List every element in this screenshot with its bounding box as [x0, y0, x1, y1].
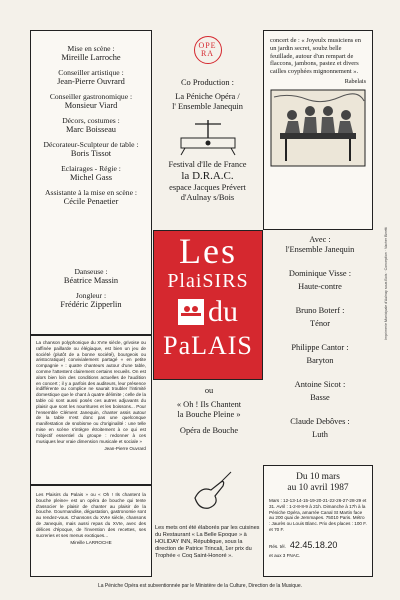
cast-member-role: Haute-contre [298, 282, 342, 291]
cast-member-role: Baryton [306, 356, 334, 365]
coproduction-peniche: La Péniche Opéra / [175, 92, 240, 101]
quote-author: Rabelais [344, 77, 366, 85]
credit-name: Boris Tissot [70, 149, 112, 158]
essay1-text: La chanson polyphonique du XVIe siècle, grivoise ou raffinée paillarde ou élégiaque, est bien un jeu de société (plutôt de a bonne société), bourgeois ou aristocratique) convivialement partagé « en petite compagnie » : quatre chanteurs autour d'une table, comme l'attestent clairement certains recueils. On est alors bien loin des conditions actuelles de l'audition en concert ; il y a parfois des auditeurs, leur présence indifférente ou complice ne saurait troubler l'intimité domestique que le chant à quatre délimite ; celle de la table où sont aussi posés ces autres adjuvants du plaisir que sont les nourritures et les boissons... Pour l'ensemble Clément Janequin, chanter assis autour de la table n'est donc pas une quelconque manifestation de snobisme ou d'originalité : une telle mise en scène s'intègre étroitement à ce qui est l'objectif essentiel du groupe : redonner à ces musiques leur vraie dimension musicale et sociale » [36, 340, 146, 444]
dates-panel [263, 465, 373, 577]
cast-member [266, 380, 374, 403]
subtitle-line1: « Oh ! Ils Chantent [176, 400, 242, 409]
title-line4: PaLAIS [163, 331, 253, 360]
title-line1: Les [179, 231, 237, 271]
coproduction-ensemble: l' Ensemble Janequin [172, 102, 243, 111]
dates-line2: au 10 avril 1987 [287, 483, 349, 493]
subtitle-ou: ou [204, 386, 214, 395]
cast-member [266, 269, 374, 292]
venue-line1: espace Jacques Prévert [169, 183, 246, 192]
dates-line1: Du 10 mars [296, 472, 340, 482]
essay2-panel [30, 485, 152, 577]
meals-block [155, 525, 265, 560]
cast-member-role: Basse [310, 393, 330, 402]
quote-open: concert de : « [270, 37, 305, 44]
cast-avec: Avec : [309, 235, 331, 244]
cast-member-role: Luth [312, 430, 328, 439]
cast-member-name: Antoine Sicot : [294, 380, 346, 389]
cast-member-name: Dominique Visse : [288, 269, 352, 278]
title-line2: PlaiSIRS [167, 270, 249, 292]
cast-ensemble: l'Ensemble Janequin [285, 245, 355, 254]
cast-member-name: Claude Debôves : [290, 417, 350, 426]
cast-member-name: Bruno Boterf : [295, 306, 345, 315]
cast-member-role: Ténor [310, 319, 330, 328]
production-block [155, 30, 260, 230]
credit-name: Marc Boisseau [65, 125, 116, 134]
quote-text-block [270, 37, 366, 76]
credit-name: Michel Gass [69, 173, 113, 182]
reservation-line [269, 535, 367, 553]
credit-role: Décors, costumes : [62, 116, 120, 125]
credit-name: Mireille Larroche [61, 53, 121, 62]
credit-name: Jean-Pierre Ouvrard [57, 77, 125, 86]
side-imprint: Imprimerie Municipale d'Aulnay sous Bois · Conception · Vacher Binetti [384, 226, 388, 340]
festival-label: Festival d'Ile de France [168, 160, 247, 169]
subtitle-block [155, 386, 263, 436]
essay-panel [30, 335, 152, 485]
dancer-role: Jongleur : [75, 291, 107, 300]
venue-line2: d'Aulnay s/Bois [180, 193, 235, 202]
drac-label: la D.R.A.C. [181, 170, 234, 182]
credits-list [31, 31, 151, 207]
credit-role: Eclairages - Régie : [61, 164, 121, 173]
cast-member [266, 343, 374, 366]
cast-member [266, 417, 374, 440]
cast-member [266, 306, 374, 329]
dancer-name: Frédéric Zipperlin [60, 300, 122, 309]
subtitle-line3: Opéra de Bouche [179, 426, 239, 435]
fnac-line: et aux 3 FNAC. [269, 552, 301, 558]
credit-name: Cécile Penaetier [63, 197, 119, 206]
press-illustration-icon [173, 118, 243, 156]
title-line3: du [208, 295, 238, 328]
cast-list [266, 269, 374, 440]
quote-panel [263, 30, 373, 230]
subtitle-line2: la Bouche Pleine » [177, 410, 241, 419]
quote-body: Joyeulx musiciens en un jardin secret, soubz belle feuillade, autour d'un rempart de flaccons, jambons, pastez et divers cailles coyphées mignonnement [270, 37, 361, 76]
credit-name: Monsieur Viard [64, 101, 118, 110]
dancer-name: Béatrice Massin [63, 276, 119, 285]
essay2-text: Les Plaisirs du Palais » ou « Oh ! Ils chantent la bouche pleine» est un opéra de bouche qui tente d'associer le plaisir de chanter au plaisir de la bouche. Gourmandise, dégustation, gastronomie sont au rendez-vous. Chansons du XVIe siècle, chansons de Janequin, mais aussi repas du XVIe, avec des délices d'époque, de l'invention des recettes, ses sucreries et ses menus exotiques... [36, 492, 146, 538]
credit-role: Conseiller gastronomique : [49, 92, 133, 101]
meals-text: Les mets ont été élaborés par les cuisines du Restaurant « La Belle Epoque » à HOLIDAY INN, République, sous la direction de Patrice Trincali, 1er prix du Trophée « Coq Saint-Honoré ». [155, 525, 260, 559]
dancers-block [30, 262, 152, 310]
title-block [153, 230, 263, 380]
reservation-phone: 42.45.18.20 [289, 539, 338, 550]
dates-schedule: Mars : 12-13-14-15-19-20-21-22-26-27-28-29 et 31. Avril : 1-2-8-8-9 à 21h. Dimanche à 17h à la Péniche Opéra, amarrée Canal St Martin face au 200 quai de Jemmapes. 75010 Paris. Métro : Jaurès ou Louis Blanc. Prix des places : 100 F. et 70 F. [269, 498, 367, 532]
credit-role: Décorateur-Sculpteur de table : [43, 140, 139, 149]
credit-role: Conseiller artistique : [58, 68, 124, 77]
title-vignette-icon [178, 299, 204, 325]
opera-logo [194, 36, 222, 64]
essay2-author: Mireille LARROCHE [70, 540, 112, 546]
cast-member-name: Philippe Cantor : [291, 343, 349, 352]
credit-role: Mise en scène : [67, 44, 115, 53]
essay1-author: Jean-Pierre Ouvrard [104, 446, 146, 452]
credit-role: Assistante à la mise en scène : [45, 188, 137, 197]
opera-logo-text: OPE RA [198, 41, 217, 58]
footer-note: La Péniche Opéra est subventionnée par le Ministère de la Culture, Direction de la Musique. [97, 583, 302, 589]
quote-close: ». [353, 68, 359, 76]
cast-block [266, 235, 374, 465]
dancer-role: Danseuse : [74, 267, 108, 276]
reservation-label: Rés. tél. [269, 543, 286, 549]
coproduction-label: Co Production : [180, 78, 235, 87]
banquet-engraving-icon [270, 89, 366, 167]
hand-quill-illustration-icon [185, 468, 235, 518]
